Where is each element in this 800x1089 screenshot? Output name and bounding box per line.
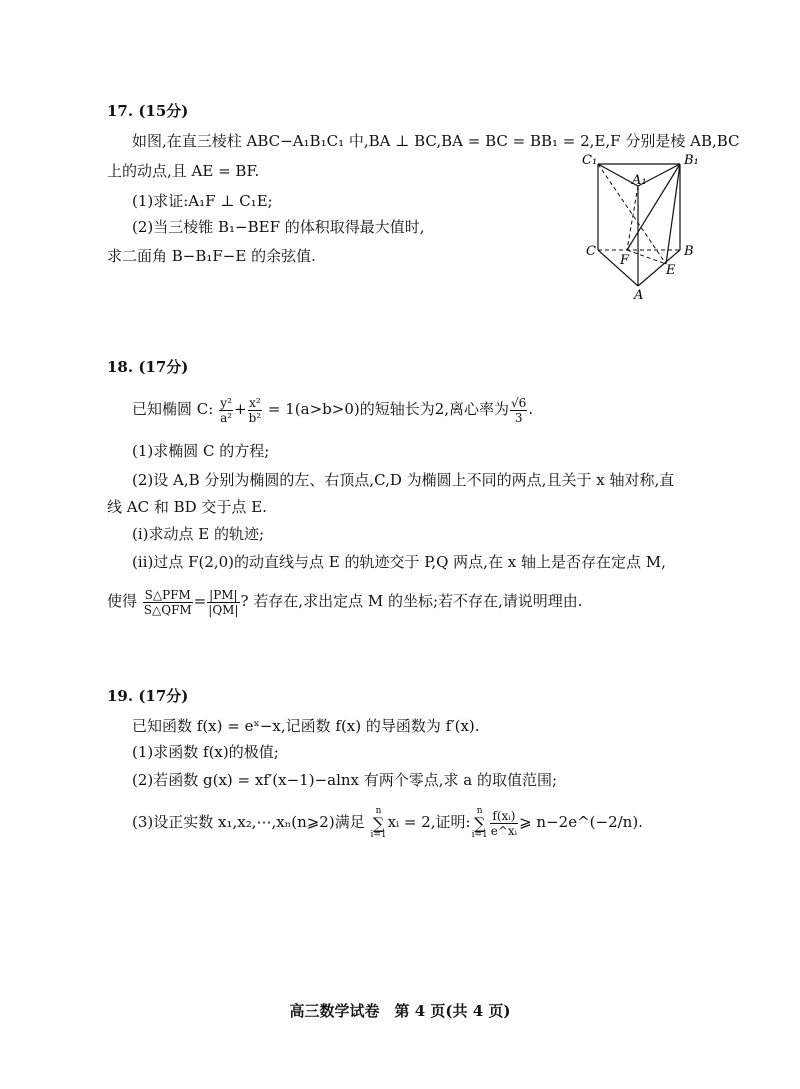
proof-denominator: e^xᵢ [490,823,518,838]
dist-pm: |PM| [209,587,238,602]
q17-part2-line2: 求二面角 B−B₁F−E 的余弦值. [107,247,316,265]
label-c1: C₁ [582,153,598,168]
q18-last-line [107,586,583,617]
ellipse-term-y [219,396,233,425]
label-a: A [634,288,644,302]
ecc-numerator: √6 [511,395,527,410]
q18-sub-ii: (ⅱ)过点 F(2,0)的动直线与点 E 的轨迹交于 P,Q 两点,在 x 轴上是否存在定点 M, [132,553,666,571]
area-pfm: S△PFM [144,587,191,602]
ellipse-plus: + [234,400,247,418]
ellipse-a2: a² [220,410,233,425]
q17-heading: 17. (15分) [107,102,189,120]
sum-bottom: i=1 [370,829,387,840]
sum-proof-sign: ∑ [473,813,486,833]
q18-part2-line2: 线 AC 和 BD 交于点 E. [107,498,267,516]
label-b1: B₁ [684,153,699,168]
proof-numerator: f(xᵢ) [490,809,518,824]
q17-intro-line2: 上的动点,且 AE = BF. [107,162,260,180]
q18-sub-i: (ⅰ)求动点 E 的轨迹; [132,525,265,543]
sum-sign: ∑ [372,813,385,833]
q17-part1: (1)求证:A₁F ⊥ C₁E; [132,192,273,210]
distance-ratio [207,588,239,617]
label-e: E [666,263,676,278]
label-c: C [586,244,596,259]
q18-part2-line1: (2)设 A,B 分别为椭圆的左、右顶点,C,D 为椭圆上不同的两点,且关于 x 轴对称,直 [132,471,675,489]
q18-last-suffix: ? 若存在,求出定点 M 的坐标;若不存在,请说明理由. [240,592,583,610]
q19-part2: (2)若函数 g(x) = xf′(x−1)−alnx 有两个零点,求 a 的取值范围; [132,771,558,789]
dist-qm: |QM| [208,602,239,617]
q19-part3 [132,805,643,840]
ecc-denominator: 3 [514,410,523,425]
sum-top: n [375,805,382,816]
q18-intro [132,395,533,425]
area-ratio [143,588,193,617]
label-b: B [684,244,694,259]
q19-part3-prefix: (3)设正实数 x₁,x₂,⋯,xₙ(n⩾2)满足 [132,813,365,831]
sum-constraint [370,807,386,840]
ratio-equals: = [193,592,207,610]
q18-part1: (1)求椭圆 C 的方程; [132,442,270,460]
prism-figure [580,152,710,302]
ellipse-x2: x² [249,395,261,410]
eccentricity-fraction [510,396,527,425]
q18-heading: 18. (17分) [107,358,189,376]
page-footer: 高三数学试卷 第 4 页(共 4 页) [289,1002,511,1020]
sum-proof-bottom: i=1 [471,829,488,840]
q17-intro-line1: 如图,在直三棱柱 ABC−A₁B₁C₁ 中,BA ⊥ BC,BA = BC = BB₁ = 2,E,F 分别是棱 AB,BC [132,132,740,150]
proof-fraction [490,809,518,838]
label-a1: A₁ [632,173,647,188]
sum-proof-top: n [476,805,483,816]
ellipse-term-x [248,396,263,425]
q18-intro-end: . [528,400,534,418]
sum-proof [472,807,488,840]
q18-last-prefix: 使得 [107,592,138,610]
q19-part3-end: ⩾ n−2e^(−2/n). [519,813,643,831]
q18-intro-mid: = 1(a>b>0)的短轴长为2,离心率为 [263,400,510,418]
q17-part2-line1: (2)当三棱锥 B₁−BEF 的体积取得最大值时, [132,218,425,236]
ellipse-b2: b² [248,410,262,425]
q18-intro-prefix: 已知椭圆 C: [132,400,214,418]
q19-part1: (1)求函数 f(x)的极值; [132,743,279,761]
ellipse-y2: y² [220,395,232,410]
label-f: F [620,253,630,268]
q19-heading: 19. (17分) [107,687,189,705]
q19-part3-mid: xᵢ = 2,证明: [387,813,471,831]
q19-intro: 已知函数 f(x) = eˣ−x,记函数 f(x) 的导函数为 f′(x). [132,717,480,735]
area-qfm: S△QFM [143,602,192,617]
